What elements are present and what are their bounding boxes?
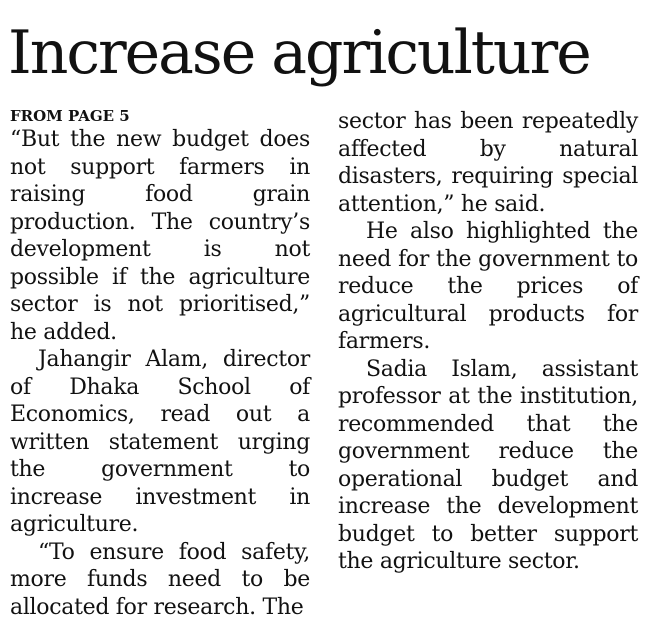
paragraph-4: sector has been repeatedly affected by natural disasters, requiring special attention,” he said. xyxy=(338,108,638,218)
dateline: FROM PAGE 5 xyxy=(10,106,310,126)
paragraph-6: Sadia Islam, assistant professor at the institution, recommended that the government reduce the operational budget and increase the development budget to better support the agriculture sector. xyxy=(338,356,638,576)
paragraph-3: “To ensure food safety, more funds need to be allocated for research. The xyxy=(10,539,310,621)
paragraph-5: He also highlighted the need for the government to reduce the prices of agricultural products for farmers. xyxy=(338,218,638,356)
headline: Increase agriculture xyxy=(8,18,643,88)
article-column-left xyxy=(10,106,310,621)
paragraph-2: Jahangir Alam, director of Dhaka School of Economics, read out a written statement urging the government to increase investment in agriculture. xyxy=(10,346,310,539)
article-column-right xyxy=(338,108,638,576)
paragraph-1: “But the new budget does not support farmers in raising food grain production. The country’s development is not possible if the agriculture sector is not prioritised,” he added. xyxy=(10,126,310,346)
